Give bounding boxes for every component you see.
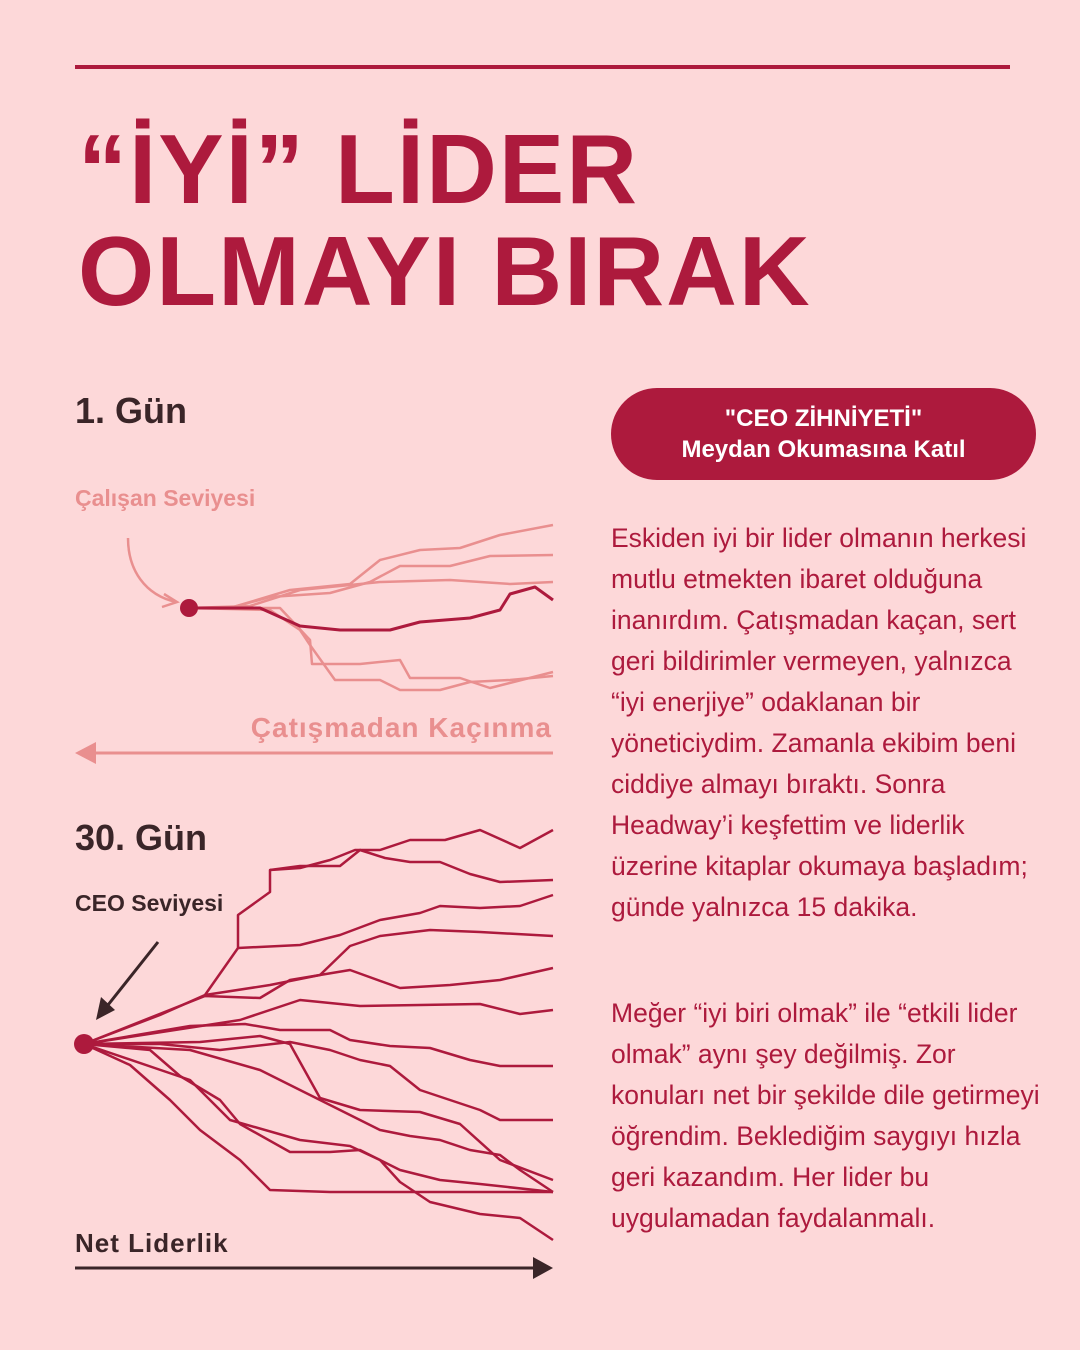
conflict-avoidance-label: Çatışmadan Kaçınma <box>250 712 552 743</box>
day1-main-line <box>189 587 553 630</box>
ceo-pointer-arrow <box>104 942 158 1010</box>
title-line-1: “İYİ” LİDER <box>78 114 640 224</box>
branch-line <box>205 930 553 995</box>
branch-line <box>189 608 553 690</box>
branch-line <box>238 895 553 948</box>
leadership-axis-arrowhead <box>533 1257 553 1279</box>
branch-line <box>84 1044 553 1240</box>
day-30-label: 30. Gün <box>75 817 208 858</box>
cta-line-1: "CEO ZİHNİYETİ" <box>724 405 923 432</box>
title-line-2: OLMAYI BIRAK <box>78 216 812 326</box>
branch-line <box>84 1044 553 1192</box>
branch-line <box>84 1036 553 1180</box>
day30-branch-lines <box>84 830 553 1240</box>
challenge-cta-button[interactable] <box>611 388 1036 480</box>
cta-line-2: Meydan Okumasına Katıl <box>681 436 966 463</box>
employee-start-dot <box>180 599 198 617</box>
branch-line <box>84 1044 553 1192</box>
branch-line <box>270 850 553 882</box>
branch-line <box>84 830 553 1044</box>
story-paragraph-2: Meğer “iyi biri olmak” ile “etkili lider olmak” aynı şey değilmiş. Zor konuları net bir şekilde dile getirmeyi öğrendim. Beklediğim saygıyı hızla geri kazandım. Her lider bu uygulamadan faydalanmalı. <box>611 998 1040 1233</box>
clear-leadership-label: Net Liderlik <box>75 1228 229 1258</box>
day-1-label: 1. Gün <box>75 390 188 431</box>
branch-line <box>84 1000 553 1044</box>
story-paragraph-1: Eskiden iyi bir lider olmanın herkesi mutlu etmekten ibaret olduğuna inanırdım. Çatışmadan kaçan, sert geri bildirimler vermeyen, yalnızca “iyi enerjiye” odaklanan bir yöneticiydim. Zamanla ekibim beni ciddiye almayı bıraktı. Sonra Headway’i keşfettim ve liderlik üzerine kitaplar okumaya başladım; günde yalnızca 15 dakika. <box>611 523 1028 922</box>
branch-line <box>189 608 553 688</box>
employee-pointer-arrow <box>128 538 176 602</box>
employee-level-label: Çalışan Seviyesi <box>75 485 256 511</box>
conflict-axis-arrowhead <box>75 742 96 764</box>
branch-line <box>84 1044 553 1192</box>
ceo-start-dot <box>74 1034 94 1054</box>
ceo-level-label: CEO Seviyesi <box>75 890 224 916</box>
branch-line <box>189 525 553 608</box>
branch-line <box>189 555 553 608</box>
